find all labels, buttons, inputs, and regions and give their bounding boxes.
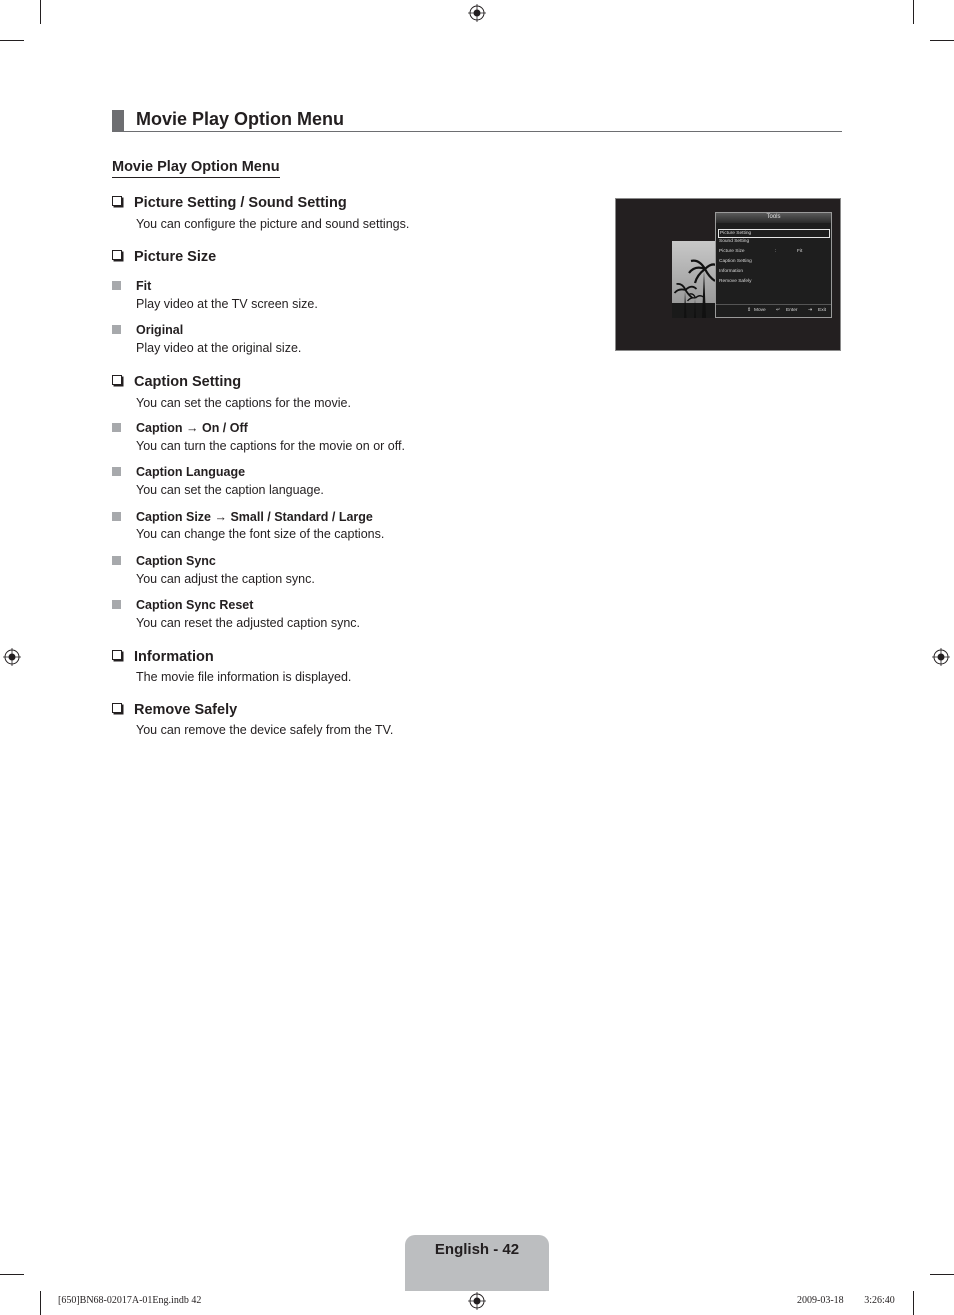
section-description: You can configure the picture and sound settings.	[136, 217, 410, 231]
square-bullet-icon	[112, 600, 121, 609]
list-item-label	[112, 464, 245, 480]
enter-icon: ↵	[776, 308, 781, 313]
list-item-label	[112, 420, 248, 436]
title-rule	[112, 131, 842, 132]
tools-menu-title: Tools	[716, 213, 831, 223]
item-label-text: Caption Sync Reset	[136, 598, 254, 612]
menu-item-label: Information	[719, 269, 743, 274]
list-item-label	[112, 553, 216, 569]
section-description: You can remove the device safely from the TV.	[136, 723, 394, 737]
crop-mark	[913, 0, 914, 24]
list-item-description: Play video at the TV screen size.	[136, 297, 318, 311]
item-label-text: Original	[136, 323, 184, 337]
checkbox-bullet-icon	[112, 703, 122, 713]
section-description: The movie file information is displayed.	[136, 670, 352, 684]
footer-exit-label: Exit	[818, 308, 826, 313]
footer-enter-label: Enter	[786, 308, 798, 313]
menu-item-label: Caption Setting	[719, 259, 752, 264]
section-heading	[112, 648, 214, 666]
item-label-text: Caption Language	[136, 465, 246, 479]
checkbox-bullet-icon	[112, 375, 122, 385]
section-heading-text: Information	[134, 649, 214, 665]
crop-mark	[40, 1291, 41, 1315]
section-heading-text: Caption Setting	[134, 374, 242, 390]
heading-bar	[112, 110, 124, 131]
menu-item-value: Fit	[797, 249, 803, 254]
registration-mark-icon	[468, 1292, 486, 1310]
registration-mark-icon	[468, 4, 486, 22]
crop-mark	[913, 1291, 914, 1315]
list-item-description: You can turn the captions for the movie on or off.	[136, 439, 405, 453]
list-item-label	[112, 597, 253, 613]
tools-menu-item-sound-setting	[719, 238, 830, 245]
square-bullet-icon	[112, 325, 121, 334]
list-item-description: You can change the font size of the captions.	[136, 527, 385, 541]
list-item-label	[112, 509, 373, 525]
section-heading	[112, 248, 216, 266]
section-heading	[112, 701, 237, 719]
page-number: English - 42	[434, 1241, 520, 1258]
list-item-description: You can adjust the caption sync.	[136, 572, 315, 586]
page-header	[112, 108, 842, 132]
section-heading-text: Picture Setting / Sound Setting	[134, 195, 347, 211]
tools-menu-item-picture-setting	[718, 229, 830, 238]
section-heading	[112, 194, 347, 212]
print-slug-timestamp: 2009-03-18 􀀀􀀀 3:26:40	[797, 1295, 895, 1306]
checkbox-bullet-icon	[112, 196, 122, 206]
move-arrows-icon: ⇕	[747, 308, 752, 313]
checkbox-bullet-icon	[112, 650, 122, 660]
list-item-description: You can reset the adjusted caption sync.	[136, 616, 360, 630]
item-label-text: Caption Sync	[136, 554, 216, 568]
checkbox-bullet-icon	[112, 250, 122, 260]
crop-mark	[930, 40, 954, 41]
square-bullet-icon	[112, 467, 121, 476]
item-label-text: Fit	[136, 279, 152, 293]
crop-mark	[40, 0, 41, 24]
list-item-label	[112, 278, 151, 294]
menu-item-label: Sound Setting	[719, 239, 750, 244]
section-subtitle: Movie Play Option Menu	[112, 158, 280, 178]
square-bullet-icon	[112, 556, 121, 565]
tools-menu-item-picture-size	[719, 248, 830, 255]
tools-menu-item-caption-setting	[719, 258, 830, 265]
page-number-tab	[405, 1235, 549, 1291]
crop-mark	[0, 1274, 24, 1275]
section-heading	[112, 373, 241, 391]
menu-item-label: Picture Size	[719, 249, 745, 254]
tv-screen-illustration	[615, 198, 841, 351]
square-bullet-icon	[112, 423, 121, 432]
list-item-description: Play video at the original size.	[136, 341, 302, 355]
square-bullet-icon	[112, 281, 121, 290]
list-item-description: You can set the caption language.	[136, 483, 324, 497]
tools-menu	[715, 212, 832, 318]
crop-mark	[0, 40, 24, 41]
tools-menu-item-remove-safely	[719, 278, 830, 285]
registration-mark-icon	[3, 648, 21, 666]
menu-item-label: Picture Setting	[720, 231, 752, 236]
page-title: Movie Play Option Menu	[136, 109, 345, 129]
footer-move-label: Move	[754, 308, 766, 313]
palm-tree-icon	[672, 241, 718, 318]
item-label-text: Caption Size → Small / Standard / Large	[136, 510, 373, 524]
list-item-label	[112, 322, 183, 338]
menu-item-label: Remove Safely	[719, 279, 752, 284]
menu-item-colon: :	[775, 249, 777, 254]
section-description: You can set the captions for the movie.	[136, 396, 351, 410]
registration-mark-icon	[932, 648, 950, 666]
tools-menu-item-information	[719, 268, 830, 275]
square-bullet-icon	[112, 512, 121, 521]
movie-thumbnail	[672, 241, 718, 318]
section-heading-text: Remove Safely	[134, 702, 238, 718]
print-slug-file: [650]BN68-02017A-01Eng.indb 42	[58, 1295, 202, 1306]
tools-menu-footer	[716, 304, 831, 317]
crop-mark	[930, 1274, 954, 1275]
exit-icon: ⇥	[808, 308, 813, 313]
section-heading-text: Picture Size	[134, 249, 217, 265]
item-label-text: Caption → On / Off	[136, 421, 248, 435]
